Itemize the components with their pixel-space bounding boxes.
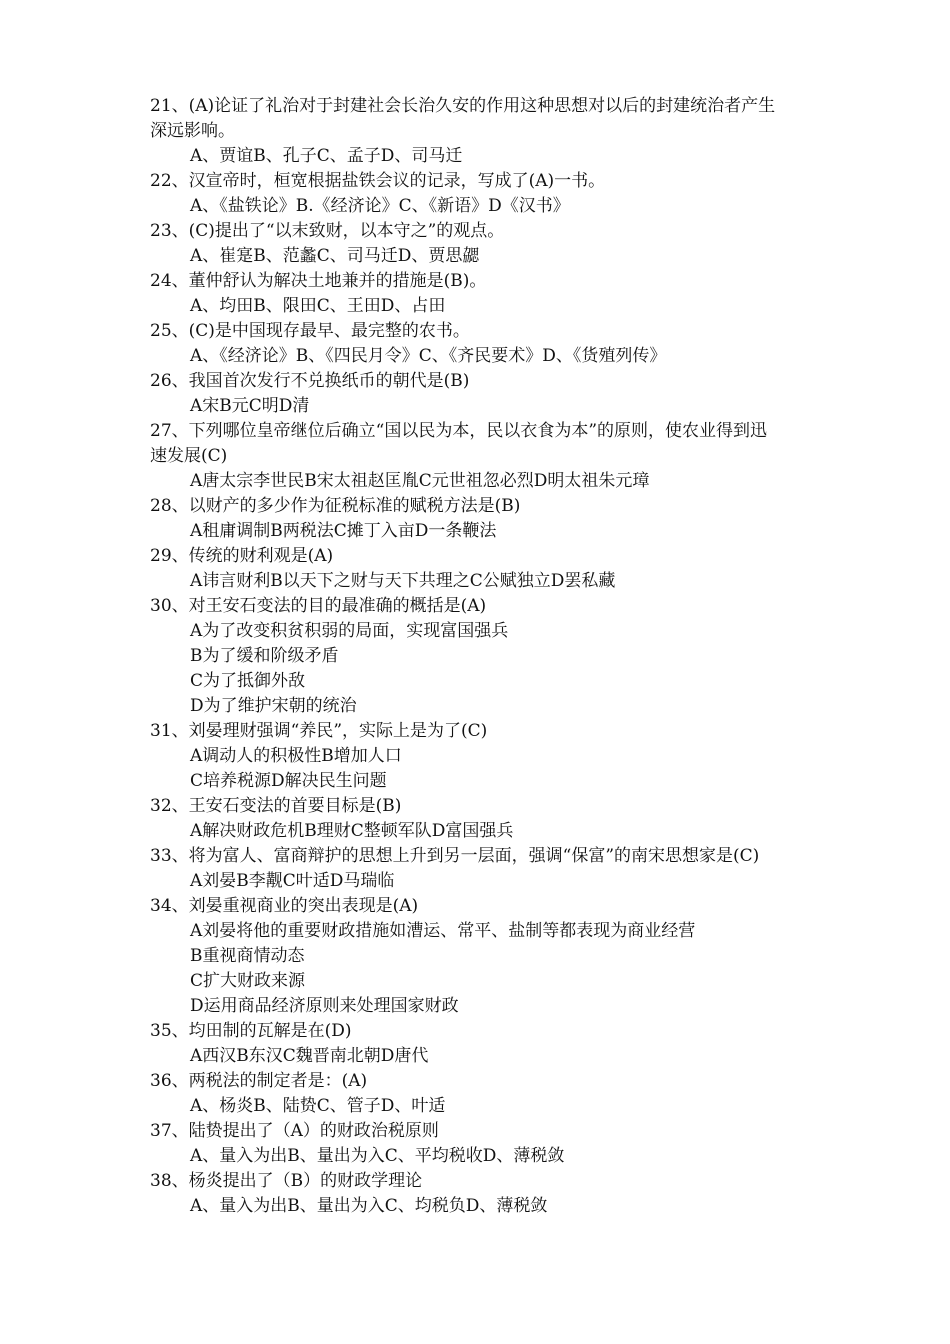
question-line: 21、(A)论证了礼治对于封建社会长治久安的作用这种思想对以后的封建统治者产生 [150,96,776,116]
option-line: A宋B元C明D清 [190,396,310,416]
question-line: 24、董仲舒认为解决土地兼并的措施是(B)。 [150,271,487,291]
question-line: 27、下列哪位皇帝继位后确立“国以民为本，民以衣食为本”的原则，使农业得到迅 [150,421,768,441]
option-line: A、崔寔B、范蠡C、司马迁D、贾思勰 [190,246,480,266]
question-line: 23、(C)提出了“以末致财，以本守之”的观点。 [150,221,505,241]
question-line: 35、均田制的瓦解是在(D) [150,1021,352,1041]
option-line: A、贾谊B、孔子C、孟子D、司马迁 [190,146,463,166]
question-line: 30、对王安石变法的目的最准确的概括是(A) [150,596,487,616]
option-line: A、《经济论》B、《四民月令》C、《齐民要术》D、《货殖列传》 [190,346,667,366]
question-line: 36、两税法的制定者是：(A) [150,1071,368,1091]
question-line: 29、传统的财利观是(A) [150,546,334,566]
question-line: 深远影响。 [150,121,235,141]
option-line: A、《盐铁论》B.《经济论》C、《新语》D《汉书》 [190,196,570,216]
question-line: 26、我国首次发行不兑换纸币的朝代是(B) [150,371,470,391]
option-line: A讳言财利B以天下之财与天下共理之C公赋独立D罢私藏 [190,571,616,591]
option-line: A调动人的积极性B增加人口 [190,746,402,766]
option-line: A西汉B东汉C魏晋南北朝D唐代 [190,1046,429,1066]
question-line: 31、刘晏理财强调“养民”，实际上是为了(C) [150,721,488,741]
question-line: 33、将为富人、富商辩护的思想上升到另一层面，强调“保富”的南宋思想家是(C) [150,846,760,866]
question-line: 25、(C)是中国现存最早、最完整的农书。 [150,321,470,341]
question-line: 34、刘晏重视商业的突出表现是(A) [150,896,419,916]
question-line: 32、王安石变法的首要目标是(B) [150,796,402,816]
question-line: 速发展(C) [150,446,228,466]
option-line: A解决财政危机B理财C整顿军队D富国强兵 [190,821,514,841]
option-line: A为了改变积贫积弱的局面，实现富国强兵 [190,621,509,641]
option-line: C培养税源D解决民生问题 [190,771,387,791]
option-line: C扩大财政来源 [190,971,306,991]
option-line: B为了缓和阶级矛盾 [190,646,339,666]
question-line: 37、陆贽提出了（A）的财政治税原则 [150,1121,439,1141]
option-line: A租庸调制B两税法C摊丁入亩D一条鞭法 [190,521,497,541]
option-line: D为了维护宋朝的统治 [190,696,357,716]
option-line: A、均田B、限田C、王田D、占田 [190,296,446,316]
question-line: 38、杨炎提出了（B）的财政学理论 [150,1171,423,1191]
option-line: A、杨炎B、陆贽C、管子D、叶适 [190,1096,446,1116]
option-line: A唐太宗李世民B宋太祖赵匡胤C元世祖忽必烈D明太祖朱元璋 [190,471,650,491]
option-line: C为了抵御外敌 [190,671,306,691]
option-line: A、量入为出B、量出为入C、平均税收D、薄税敛 [190,1146,565,1166]
option-line: A刘晏B李觏C叶适D马瑞临 [190,871,395,891]
document-body [150,94,870,1219]
option-line: B重视商情动态 [190,946,305,966]
option-line: A刘晏将他的重要财政措施如漕运、常平、盐制等都表现为商业经营 [190,921,696,941]
question-line: 22、汉宣帝时，桓宽根据盐铁会议的记录，写成了(A)一书。 [150,171,606,191]
question-line: 28、以财产的多少作为征税标准的赋税方法是(B) [150,496,521,516]
option-line: A、量入为出B、量出为入C、均税负D、薄税敛 [190,1196,548,1216]
option-line: D运用商品经济原则来处理国家财政 [190,996,459,1016]
